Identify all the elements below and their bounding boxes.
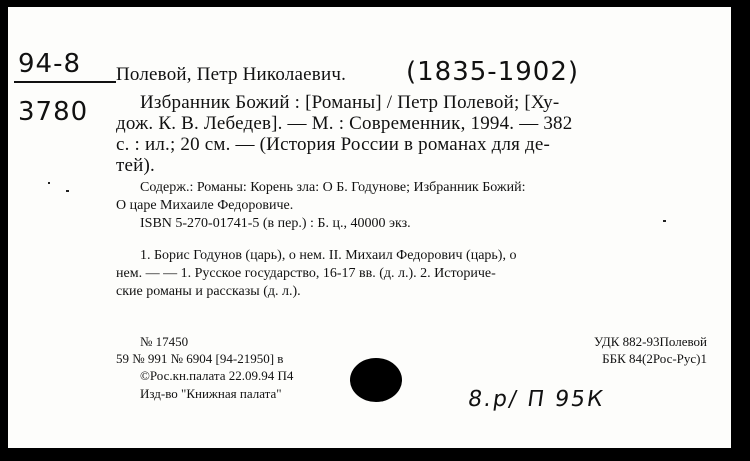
catalog-card [8, 7, 731, 448]
contents-line-1: Содерж.: Романы: Корень зла: О Б. Годунове; Избранник Божий: [140, 180, 526, 195]
subjects-line-1: 1. Борис Годунов (царь), о нем. II. Михаил Федорович (царь), о [140, 248, 517, 263]
handwritten-call-code: 8.р/ П 95К [466, 387, 607, 412]
subjects-line-2: нем. — — 1. Русское государство, 16-17 вв. (д. л.). 2. Историче- [116, 266, 496, 281]
title-line-3: с. : ил.; 20 см. — (История России в романах для де- [116, 134, 551, 155]
title-line-1: Избранник Божий : [Романы] / Петр Полевой; [Ху- [140, 92, 560, 113]
isbn-line: ISBN 5-270-01741-5 (в пер.) : Б. ц., 40000 экз. [140, 216, 411, 231]
contents-line-2: О царе Михаиле Федоровиче. [116, 198, 294, 213]
shelf-mark: 94-8 [18, 49, 82, 79]
title-line-2: дож. К. В. Лебедев]. — М. : Современник, 1994. — 382 [116, 113, 573, 134]
life-dates: (1835-1902) [406, 57, 580, 87]
inventory-number: 3780 [18, 97, 89, 127]
record-number: № 17450 [140, 334, 189, 349]
bbk-code: ББК 84(2Рос-Рус)1 [602, 351, 707, 366]
udk-code: УДК 882-93Полевой [594, 334, 707, 349]
registry-line: 59 № 991 № 6904 [94-21950] в [116, 351, 284, 366]
ink-stamp [350, 358, 402, 402]
author-heading: Полевой, Петр Николаевич. [116, 64, 347, 85]
ink-speck [663, 220, 666, 222]
ink-speck [66, 190, 69, 192]
subjects-line-3: ские романы и рассказы (д. л.). [116, 284, 301, 299]
book-chamber-line: ©Рос.кн.палата 22.09.94 П4 [140, 368, 294, 383]
shelf-mark-underline [14, 81, 116, 83]
publisher-line: Изд-во "Книжная палата" [140, 386, 282, 401]
ink-speck [48, 182, 50, 184]
title-line-4: тей). [116, 155, 155, 176]
